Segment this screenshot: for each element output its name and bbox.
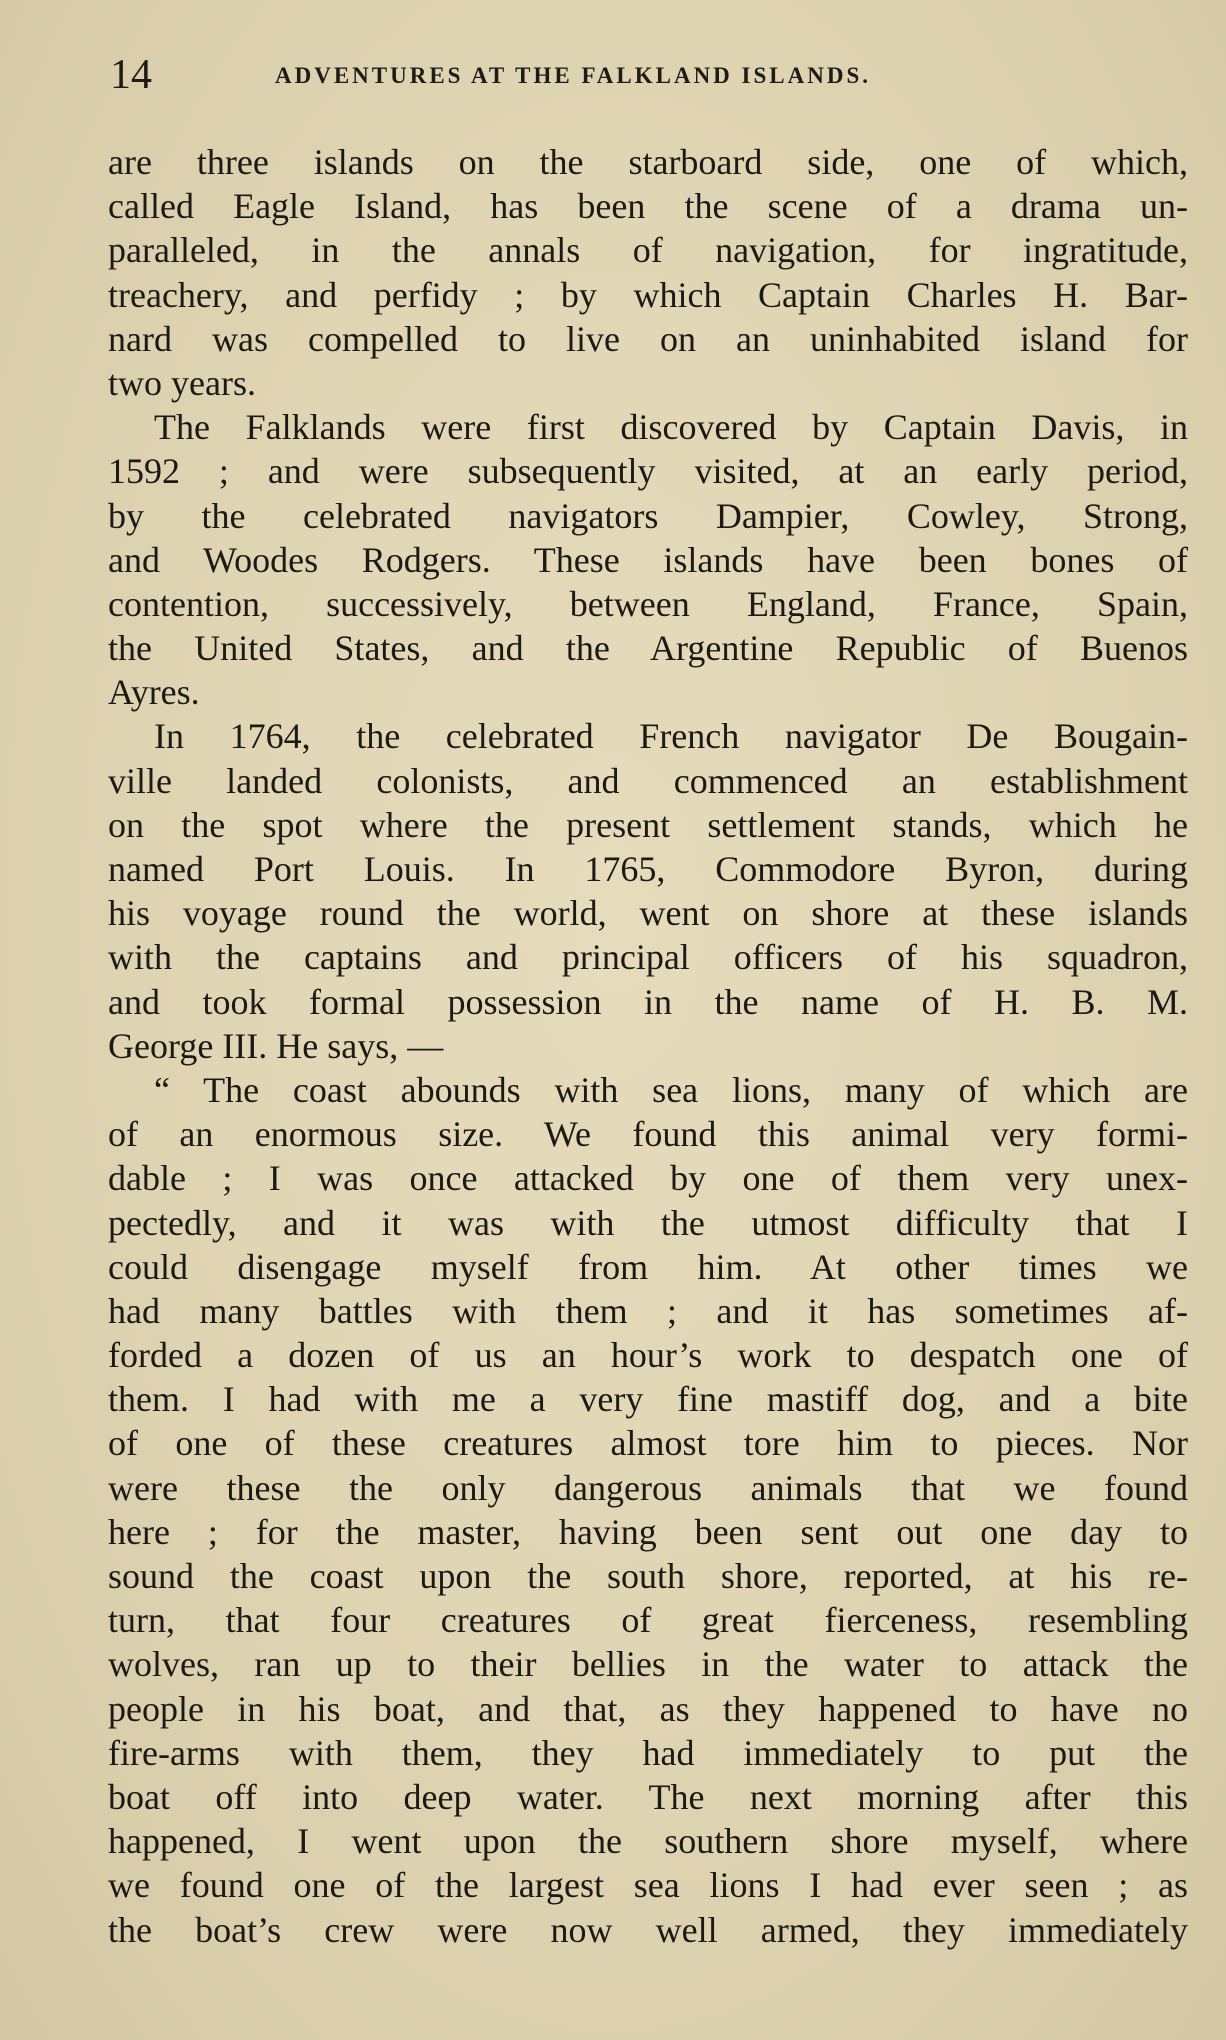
- text-line: with the captains and principal officers of his squadron,: [108, 937, 1188, 978]
- text-line: here ; for the master, having been sent out one day to: [108, 1511, 1188, 1552]
- page-header: [110, 50, 1190, 100]
- text-line: and Woodes Rodgers. These islands have been bones of: [108, 539, 1188, 580]
- text-line: sound the coast upon the south shore, reported, at his re-: [108, 1556, 1188, 1596]
- text-line: boat off into deep water. The next morning after this: [108, 1776, 1188, 1817]
- text-line: dable ; I was once attacked by one of them very unex-: [108, 1158, 1188, 1199]
- body-text: [108, 140, 1188, 1952]
- text-line: happened, I went upon the southern shore myself, where: [108, 1821, 1188, 1862]
- text-line: The Falklands were first discovered by Captain Davis, in: [154, 407, 1188, 448]
- text-line: forded a dozen of us an hour’s work to despatch one of: [108, 1335, 1188, 1376]
- text-line: and took formal possession in the name of H. B. M.: [108, 981, 1188, 1022]
- text-line: ville landed colonists, and commenced an establishment: [108, 760, 1188, 801]
- text-line: named Port Louis. In 1765, Commodore Byron, during: [108, 849, 1188, 889]
- text-line: the boat’s crew were now well armed, they immediately: [108, 1909, 1188, 1950]
- text-line: had many battles with them ; and it has sometimes af-: [108, 1290, 1188, 1331]
- text-line: fire-arms with them, they had immediately to put the: [108, 1732, 1188, 1773]
- text-line: we found one of the largest sea lions I had ever seen ; as: [108, 1865, 1188, 1906]
- text-line: of one of these creatures almost tore him to pieces. Nor: [108, 1423, 1188, 1464]
- text-line: people in his boat, and that, as they happened to have no: [108, 1688, 1188, 1729]
- text-line: treachery, and perfidy ; by which Captain Charles H. Bar-: [108, 274, 1188, 315]
- text-line: could disengage myself from him. At other times we: [108, 1246, 1188, 1287]
- text-line: by the celebrated navigators Dampier, Cowley, Strong,: [108, 495, 1188, 536]
- text-line: paralleled, in the annals of navigation, for ingratitude,: [108, 230, 1188, 271]
- text-line: George III. He says, —: [108, 1025, 444, 1066]
- text-line: In 1764, the celebrated French navigator De Bougain-: [154, 716, 1188, 757]
- running-head: ADVENTURES AT THE FALKLAND ISLANDS.: [275, 63, 871, 88]
- text-line: pectedly, and it was with the utmost difficulty that I: [108, 1202, 1188, 1243]
- text-line: them. I had with me a very fine mastiff dog, and a bite: [108, 1379, 1188, 1420]
- text-line: were these the only dangerous animals that we found: [108, 1467, 1188, 1508]
- text-line: on the spot where the present settlement stands, which he: [108, 804, 1188, 845]
- text-line: of an enormous size. We found this animal very formi-: [108, 1114, 1188, 1155]
- text-line: called Eagle Island, has been the scene of a drama un-: [108, 186, 1188, 227]
- text-line: 1592 ; and were subsequently visited, at an early period,: [108, 451, 1188, 492]
- text-line: are three islands on the starboard side, one of which,: [108, 142, 1188, 182]
- text-line: the United States, and the Argentine Republic of Buenos: [108, 628, 1188, 669]
- text-line: his voyage round the world, went on shore at these islands: [108, 893, 1188, 934]
- text-line: turn, that four creatures of great fierceness, resembling: [108, 1600, 1188, 1641]
- text-line: wolves, ran up to their bellies in the water to attack the: [108, 1644, 1188, 1685]
- text-line: contention, successively, between England, France, Spain,: [108, 583, 1188, 624]
- text-line: Ayres.: [108, 672, 200, 713]
- text-line: two years.: [108, 362, 256, 403]
- page-number: 14: [110, 52, 152, 98]
- text-line: nard was compelled to live on an uninhabited island for: [108, 318, 1188, 359]
- text-line: “ The coast abounds with sea lions, many of which are: [154, 1069, 1188, 1110]
